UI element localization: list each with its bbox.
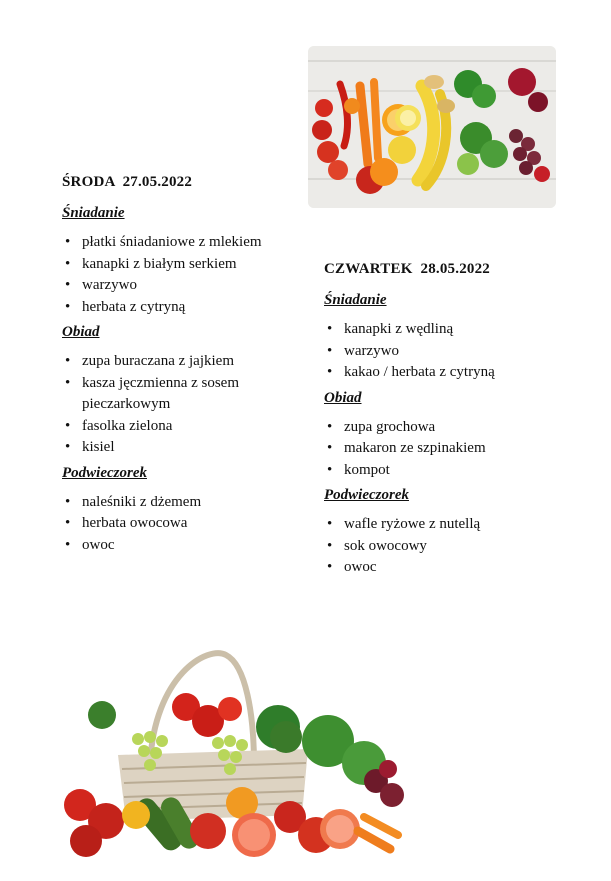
lunch-list <box>62 351 312 459</box>
list-item: • wafle ryżowe z nutellą <box>324 514 584 536</box>
meal-heading-snack: Podwieczorek <box>324 487 409 503</box>
list-item: • warzywo <box>324 341 584 363</box>
list-item: • makaron ze szpinakiem <box>324 438 584 460</box>
snack-list <box>324 514 584 579</box>
breakfast-list <box>62 232 312 318</box>
list-item: • sok owocowy <box>324 536 584 558</box>
list-item: • kakao / herbata z cytryną <box>324 362 584 384</box>
list-item: • kanapki z wędliną <box>324 319 584 341</box>
list-item: • kompot <box>324 460 584 482</box>
list-item: • kasza jęczmienna z sosem pieczarkowym <box>62 373 312 416</box>
list-item: • kisiel <box>62 437 312 459</box>
day-thursday <box>324 261 584 585</box>
breakfast-list <box>324 319 584 384</box>
list-item: • herbata z cytryną <box>62 297 312 319</box>
list-item: • owoc <box>324 557 584 579</box>
list-item: • naleśniki z dżemem <box>62 492 312 514</box>
fruit-vegetable-photo-top <box>308 46 556 208</box>
meal-heading-breakfast: Śniadanie <box>324 292 387 308</box>
meal-heading-lunch: Obiad <box>62 324 100 340</box>
list-item: • owoc <box>62 535 312 557</box>
day-wednesday <box>62 174 312 562</box>
day-title: ŚRODA 27.05.2022 <box>62 174 193 190</box>
meal-heading-lunch: Obiad <box>324 389 362 406</box>
list-item: • płatki śniadaniowe z mlekiem <box>62 232 312 254</box>
list-item: • zupa buraczana z jajkiem <box>62 351 312 373</box>
day-title: CZWARTEK 28.05.2022 <box>324 261 490 277</box>
snack-list <box>62 492 312 557</box>
list-item: • kanapki z białym serkiem <box>62 254 312 276</box>
vegetable-basket-photo <box>58 645 414 860</box>
lunch-list <box>324 417 584 482</box>
list-item: • warzywo <box>62 275 312 297</box>
list-item: • fasolka zielona <box>62 416 312 438</box>
list-item: • herbata owocowa <box>62 513 312 535</box>
meal-heading-snack: Podwieczorek <box>62 464 147 481</box>
list-item: • zupa grochowa <box>324 417 584 439</box>
meal-heading-breakfast: Śniadanie <box>62 205 125 221</box>
